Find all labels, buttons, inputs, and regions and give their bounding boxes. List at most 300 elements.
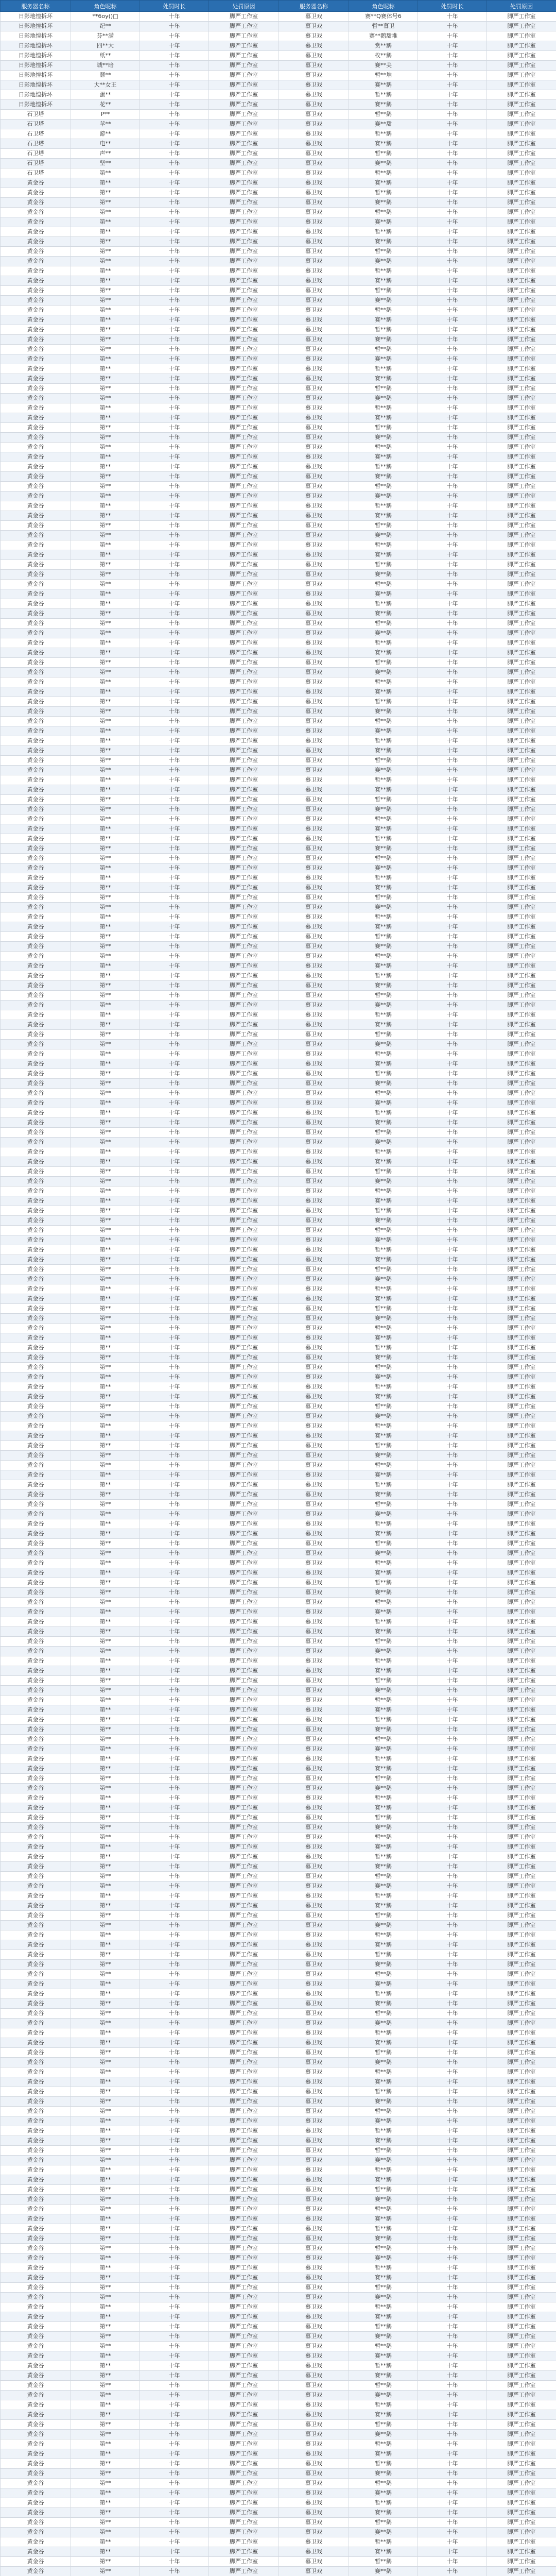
cell-server-name-left: 黄金谷 [1, 1421, 71, 1431]
cell-penalty-reason-left: 脚严工作室 [209, 139, 279, 149]
cell-server-name-right: 暮卫戏 [279, 1480, 349, 1490]
cell-penalty-duration-right: 十年 [418, 1343, 487, 1353]
cell-penalty-reason-left: 脚严工作室 [209, 1519, 279, 1529]
cell-penalty-duration-left: 十年 [140, 296, 209, 306]
cell-penalty-duration-right: 十年 [418, 1539, 487, 1549]
cell-server-name-right: 暮卫戏 [279, 746, 349, 756]
cell-penalty-reason-left: 脚严工作室 [209, 335, 279, 345]
cell-penalty-duration-right: 十年 [418, 247, 487, 257]
table-row [1, 2116, 556, 2126]
cell-penalty-reason-left: 脚严工作室 [209, 2420, 279, 2430]
cell-penalty-duration-left: 十年 [140, 266, 209, 276]
cell-penalty-reason-right: 脚严工作室 [487, 2479, 556, 2488]
cell-server-name-right: 暮卫戏 [279, 1235, 349, 1245]
cell-role-name-left: 第** [71, 2244, 140, 2253]
cell-server-name-left: 黄金谷 [1, 1617, 71, 1627]
cell-role-name-left: 第** [71, 1666, 140, 1676]
cell-penalty-duration-left: 十年 [140, 1461, 209, 1470]
cell-server-name-right: 暮卫戏 [279, 1842, 349, 1852]
cell-role-name-right: 赛**鹅 [349, 276, 418, 286]
cell-penalty-reason-left: 脚严工作室 [209, 1040, 279, 1049]
cell-server-name-left: 黄金谷 [1, 374, 71, 384]
cell-role-name-right: 赛**鹅 [349, 315, 418, 325]
cell-server-name-right: 暮卫戏 [279, 1343, 349, 1353]
cell-penalty-reason-right: 脚严工作室 [487, 1343, 556, 1353]
cell-penalty-duration-right: 十年 [418, 2205, 487, 2214]
cell-role-name-left: 第** [71, 863, 140, 873]
cell-server-name-left: 黄金谷 [1, 1441, 71, 1451]
cell-role-name-right: 暂**鹅 [349, 2107, 418, 2116]
cell-penalty-reason-right: 脚严工作室 [487, 90, 556, 100]
cell-role-name-right: 暂**鹅 [349, 1598, 418, 1607]
cell-server-name-left: 黄金谷 [1, 805, 71, 815]
cell-penalty-reason-right: 脚严工作室 [487, 1715, 556, 1725]
cell-role-name-right: 暂**鹅 [349, 2322, 418, 2332]
cell-penalty-duration-left: 十年 [140, 1363, 209, 1372]
cell-server-name-right: 暮卫戏 [279, 1010, 349, 1020]
cell-penalty-reason-right: 脚严工作室 [487, 648, 556, 658]
cell-penalty-duration-right: 十年 [418, 1372, 487, 1382]
cell-penalty-duration-left: 十年 [140, 1793, 209, 1803]
table-row [1, 511, 556, 521]
cell-penalty-reason-right: 脚严工作室 [487, 296, 556, 306]
cell-role-name-left: 第** [71, 2361, 140, 2371]
cell-server-name-left: 黄金谷 [1, 1666, 71, 1676]
cell-role-name-left: 第** [71, 1147, 140, 1157]
cell-server-name-right: 暮卫戏 [279, 1363, 349, 1372]
cell-penalty-reason-left: 脚严工作室 [209, 785, 279, 795]
cell-penalty-duration-right: 十年 [418, 805, 487, 815]
table-row [1, 296, 556, 306]
cell-penalty-duration-right: 十年 [418, 1960, 487, 1970]
cell-role-name-right: 暂**鹅 [349, 462, 418, 472]
cell-server-name-right: 暮卫戏 [279, 1157, 349, 1167]
cell-penalty-reason-left: 脚严工作室 [209, 1412, 279, 1421]
cell-role-name-right: 暂**鹅 [349, 1558, 418, 1568]
cell-penalty-duration-right: 十年 [418, 1284, 487, 1294]
cell-penalty-reason-right: 脚严工作室 [487, 1157, 556, 1167]
cell-server-name-left: 黄金谷 [1, 1901, 71, 1911]
cell-penalty-duration-right: 十年 [418, 638, 487, 648]
cell-role-name-left: 第** [71, 521, 140, 531]
cell-server-name-right: 暮卫戏 [279, 834, 349, 844]
cell-penalty-duration-right: 十年 [418, 1656, 487, 1666]
table-row [1, 1823, 556, 1833]
cell-penalty-reason-left: 脚严工作室 [209, 1862, 279, 1872]
cell-penalty-reason-right: 脚严工作室 [487, 1216, 556, 1226]
cell-server-name-left: 黄金谷 [1, 1392, 71, 1402]
cell-server-name-right: 暮卫戏 [279, 1979, 349, 1989]
cell-server-name-right: 暮卫戏 [279, 932, 349, 942]
cell-penalty-reason-left: 脚严工作室 [209, 1030, 279, 1040]
cell-server-name-left: 黄金谷 [1, 893, 71, 903]
cell-role-name-right: 暂**鹅 [349, 1480, 418, 1490]
cell-penalty-reason-right: 脚严工作室 [487, 1001, 556, 1010]
cell-role-name-left: 第** [71, 1715, 140, 1725]
cell-role-name-left: 纸** [71, 51, 140, 61]
cell-server-name-right: 暮卫戏 [279, 1089, 349, 1098]
table-row [1, 1519, 556, 1529]
cell-penalty-reason-left: 脚严工作室 [209, 1979, 279, 1989]
cell-role-name-left: 第** [71, 1382, 140, 1392]
cell-role-name-left: 第** [71, 1842, 140, 1852]
cell-role-name-left: 第** [71, 912, 140, 922]
cell-role-name-right: 赛**鹅 [349, 1412, 418, 1421]
cell-penalty-reason-right: 脚严工作室 [487, 2518, 556, 2528]
cell-server-name-right: 暮卫戏 [279, 2116, 349, 2126]
cell-penalty-reason-left: 脚严工作室 [209, 462, 279, 472]
cell-server-name-left: 黄金谷 [1, 1128, 71, 1138]
cell-server-name-right: 暮卫戏 [279, 766, 349, 775]
cell-server-name-right: 暮卫戏 [279, 482, 349, 492]
cell-server-name-left: 黄金谷 [1, 1412, 71, 1421]
cell-role-name-left: 第** [71, 1637, 140, 1647]
cell-penalty-reason-left: 脚严工作室 [209, 2263, 279, 2273]
table-row [1, 80, 556, 90]
cell-penalty-reason-left: 脚严工作室 [209, 1343, 279, 1353]
cell-penalty-duration-left: 十年 [140, 1421, 209, 1431]
cell-server-name-left: 黄金谷 [1, 2322, 71, 2332]
cell-server-name-left: 黄金谷 [1, 873, 71, 883]
cell-server-name-left: 黄金谷 [1, 1842, 71, 1852]
cell-penalty-reason-left: 脚严工作室 [209, 1294, 279, 1304]
table-row [1, 1069, 556, 1079]
cell-server-name-right: 暮卫戏 [279, 2528, 349, 2537]
cell-server-name-right: 暮卫戏 [279, 521, 349, 531]
cell-server-name-left: 黄金谷 [1, 971, 71, 981]
cell-penalty-reason-left: 脚严工作室 [209, 2038, 279, 2048]
cell-role-name-left: 第** [71, 1030, 140, 1040]
cell-role-name-left: 第** [71, 717, 140, 726]
cell-penalty-reason-right: 脚严工作室 [487, 1882, 556, 1891]
table-row [1, 668, 556, 677]
cell-role-name-right: 暂**鹅 [349, 1245, 418, 1255]
cell-role-name-right: 赛**鹅 [349, 2058, 418, 2067]
cell-penalty-duration-left: 十年 [140, 1333, 209, 1343]
cell-penalty-duration-right: 十年 [418, 364, 487, 374]
cell-role-name-left: 第** [71, 1431, 140, 1441]
cell-role-name-left: 第** [71, 1304, 140, 1314]
table-row [1, 41, 556, 51]
cell-server-name-left: 黄金谷 [1, 1187, 71, 1196]
cell-penalty-duration-left: 十年 [140, 2234, 209, 2244]
cell-penalty-duration-right: 十年 [418, 472, 487, 482]
cell-server-name-right: 暮卫戏 [279, 2430, 349, 2439]
cell-penalty-reason-left: 脚严工作室 [209, 2067, 279, 2077]
cell-server-name-right: 暮卫戏 [279, 2361, 349, 2371]
cell-penalty-duration-left: 十年 [140, 100, 209, 110]
cell-penalty-reason-left: 脚严工作室 [209, 863, 279, 873]
cell-penalty-reason-left: 脚严工作室 [209, 2410, 279, 2420]
cell-penalty-reason-right: 脚严工作室 [487, 1774, 556, 1784]
cell-penalty-reason-right: 脚严工作室 [487, 2537, 556, 2547]
cell-penalty-reason-right: 脚严工作室 [487, 2420, 556, 2430]
table-row [1, 178, 556, 188]
cell-penalty-reason-right: 脚严工作室 [487, 2332, 556, 2342]
cell-penalty-reason-left: 脚严工作室 [209, 41, 279, 51]
cell-penalty-duration-right: 十年 [418, 1294, 487, 1304]
cell-penalty-duration-left: 十年 [140, 1940, 209, 1950]
cell-penalty-reason-right: 脚严工作室 [487, 1911, 556, 1921]
cell-server-name-left: 黄金谷 [1, 1950, 71, 1960]
header-server-name-left: 服务器名称 [1, 1, 71, 12]
cell-penalty-reason-left: 脚严工作室 [209, 237, 279, 247]
cell-role-name-right: 赛**鹅 [349, 2175, 418, 2185]
cell-server-name-left: 黄金谷 [1, 1510, 71, 1519]
cell-penalty-duration-left: 十年 [140, 766, 209, 775]
cell-penalty-reason-right: 脚严工作室 [487, 1049, 556, 1059]
cell-server-name-right: 暮卫戏 [279, 2077, 349, 2087]
cell-server-name-right: 暮卫戏 [279, 1079, 349, 1089]
cell-penalty-reason-left: 脚严工作室 [209, 1656, 279, 1666]
cell-server-name-left: 黄金谷 [1, 306, 71, 315]
cell-server-name-left: 日影地惶拆坏 [1, 80, 71, 90]
cell-server-name-right: 暮卫戏 [279, 394, 349, 403]
cell-penalty-reason-right: 脚严工作室 [487, 1128, 556, 1138]
cell-penalty-duration-right: 十年 [418, 2391, 487, 2400]
cell-server-name-right: 暮卫戏 [279, 12, 349, 22]
cell-role-name-left: 第** [71, 1245, 140, 1255]
cell-penalty-reason-right: 脚严工作室 [487, 1118, 556, 1128]
cell-server-name-left: 黄金谷 [1, 286, 71, 296]
cell-penalty-duration-left: 十年 [140, 472, 209, 482]
cell-server-name-right: 暮卫戏 [279, 2381, 349, 2391]
cell-penalty-reason-left: 脚严工作室 [209, 981, 279, 991]
cell-penalty-duration-left: 十年 [140, 1059, 209, 1069]
cell-role-name-right: 暂**鹅 [349, 717, 418, 726]
cell-penalty-duration-right: 十年 [418, 1735, 487, 1744]
cell-penalty-reason-right: 脚严工作室 [487, 2273, 556, 2283]
cell-penalty-reason-right: 脚严工作室 [487, 873, 556, 883]
cell-penalty-duration-left: 十年 [140, 335, 209, 345]
cell-role-name-right: 暂**鹅 [349, 932, 418, 942]
cell-server-name-right: 暮卫戏 [279, 1500, 349, 1510]
cell-role-name-left: 第** [71, 2048, 140, 2058]
cell-penalty-reason-right: 脚严工作室 [487, 1363, 556, 1372]
cell-role-name-right: 暂**鹅 [349, 1402, 418, 1412]
cell-penalty-reason-left: 脚严工作室 [209, 932, 279, 942]
cell-penalty-reason-left: 脚严工作室 [209, 570, 279, 580]
cell-penalty-duration-right: 十年 [418, 1108, 487, 1118]
cell-penalty-reason-left: 脚严工作室 [209, 306, 279, 315]
cell-penalty-duration-left: 十年 [140, 785, 209, 795]
cell-penalty-duration-left: 十年 [140, 413, 209, 423]
cell-penalty-duration-left: 十年 [140, 227, 209, 237]
cell-server-name-right: 暮卫戏 [279, 2410, 349, 2420]
table-row [1, 1030, 556, 1040]
cell-penalty-duration-right: 十年 [418, 2528, 487, 2537]
cell-penalty-reason-right: 脚严工作室 [487, 1979, 556, 1989]
table-row [1, 2165, 556, 2175]
cell-penalty-reason-right: 脚严工作室 [487, 403, 556, 413]
cell-role-name-left: 第** [71, 2351, 140, 2361]
cell-server-name-left: 黄金谷 [1, 2195, 71, 2205]
cell-role-name-right: 赛**鹅 [349, 1314, 418, 1324]
cell-server-name-left: 黄金谷 [1, 2136, 71, 2146]
cell-penalty-duration-left: 十年 [140, 2312, 209, 2322]
cell-penalty-duration-right: 十年 [418, 129, 487, 139]
cell-server-name-left: 黄金谷 [1, 1304, 71, 1314]
cell-penalty-duration-left: 十年 [140, 1490, 209, 1500]
cell-penalty-reason-right: 脚严工作室 [487, 1578, 556, 1588]
table-row [1, 619, 556, 629]
cell-server-name-right: 暮卫戏 [279, 1216, 349, 1226]
cell-role-name-right: 暂**鹅 [349, 1304, 418, 1314]
cell-penalty-duration-left: 十年 [140, 315, 209, 325]
cell-role-name-right: 赛**鹅 [349, 785, 418, 795]
table-row [1, 1314, 556, 1324]
cell-role-name-right: 暂**鹅 [349, 90, 418, 100]
table-row [1, 2391, 556, 2400]
cell-penalty-reason-left: 脚严工作室 [209, 2293, 279, 2302]
cell-penalty-duration-left: 十年 [140, 1950, 209, 1960]
cell-penalty-duration-left: 十年 [140, 922, 209, 932]
cell-role-name-left: 第** [71, 1852, 140, 1862]
cell-role-name-left: 第** [71, 1353, 140, 1363]
cell-role-name-left: 第** [71, 227, 140, 237]
cell-penalty-duration-left: 十年 [140, 1235, 209, 1245]
cell-server-name-left: 黄金谷 [1, 961, 71, 971]
cell-penalty-duration-right: 十年 [418, 90, 487, 100]
table-row [1, 276, 556, 286]
cell-server-name-left: 黄金谷 [1, 697, 71, 707]
cell-penalty-reason-left: 脚严工作室 [209, 129, 279, 139]
cell-penalty-reason-left: 脚严工作室 [209, 80, 279, 90]
cell-penalty-duration-left: 十年 [140, 2028, 209, 2038]
cell-server-name-right: 暮卫戏 [279, 1558, 349, 1568]
cell-role-name-right: 赛**鹅 [349, 1999, 418, 2009]
cell-server-name-right: 暮卫戏 [279, 922, 349, 932]
cell-server-name-left: 黄金谷 [1, 1324, 71, 1333]
table-row [1, 1294, 556, 1304]
cell-server-name-right: 暮卫戏 [279, 1950, 349, 1960]
cell-penalty-reason-right: 脚严工作室 [487, 1461, 556, 1470]
table-row [1, 1842, 556, 1852]
cell-penalty-reason-right: 脚严工作室 [487, 942, 556, 952]
cell-server-name-right: 暮卫戏 [279, 1098, 349, 1108]
cell-server-name-right: 暮卫戏 [279, 1725, 349, 1735]
table-row [1, 1784, 556, 1793]
cell-role-name-right: 暂**鹅 [349, 775, 418, 785]
cell-role-name-left: 第** [71, 188, 140, 198]
cell-penalty-reason-left: 脚严工作室 [209, 354, 279, 364]
cell-penalty-reason-left: 脚严工作室 [209, 580, 279, 589]
cell-penalty-duration-left: 十年 [140, 2391, 209, 2400]
table-row [1, 1490, 556, 1500]
table-row [1, 1089, 556, 1098]
cell-penalty-reason-right: 脚严工作室 [487, 1539, 556, 1549]
table-row [1, 1255, 556, 1265]
cell-server-name-left: 黄金谷 [1, 2146, 71, 2156]
cell-penalty-duration-left: 十年 [140, 932, 209, 942]
cell-penalty-reason-left: 脚严工作室 [209, 677, 279, 687]
cell-penalty-reason-left: 脚严工作室 [209, 1930, 279, 1940]
cell-server-name-left: 黄金谷 [1, 844, 71, 854]
cell-penalty-duration-left: 十年 [140, 1598, 209, 1607]
cell-server-name-right: 暮卫戏 [279, 492, 349, 501]
cell-server-name-left: 黄金谷 [1, 1196, 71, 1206]
cell-server-name-right: 暮卫戏 [279, 266, 349, 276]
table-row [1, 364, 556, 374]
cell-server-name-left: 黄金谷 [1, 1147, 71, 1157]
cell-server-name-right: 暮卫戏 [279, 1989, 349, 1999]
cell-role-name-left: 第** [71, 1950, 140, 1960]
table-row [1, 2361, 556, 2371]
cell-role-name-right: 赛**鹅 [349, 629, 418, 638]
cell-role-name-left: 第** [71, 2449, 140, 2459]
cell-role-name-right: 赛**鹅 [349, 1529, 418, 1539]
table-row [1, 648, 556, 658]
cell-penalty-reason-right: 脚严工作室 [487, 159, 556, 168]
cell-penalty-duration-left: 十年 [140, 1960, 209, 1970]
cell-penalty-reason-right: 脚严工作室 [487, 1275, 556, 1284]
cell-server-name-right: 暮卫戏 [279, 1353, 349, 1363]
cell-penalty-reason-right: 脚严工作室 [487, 2048, 556, 2058]
cell-role-name-left: 第** [71, 2136, 140, 2146]
table-row [1, 560, 556, 570]
cell-server-name-left: 黄金谷 [1, 2165, 71, 2175]
cell-role-name-left: 第** [71, 1089, 140, 1098]
cell-server-name-right: 暮卫戏 [279, 1001, 349, 1010]
cell-penalty-duration-left: 十年 [140, 71, 209, 80]
cell-penalty-duration-left: 十年 [140, 1647, 209, 1656]
table-row [1, 1451, 556, 1461]
table-row [1, 2567, 556, 2576]
cell-penalty-duration-right: 十年 [418, 2518, 487, 2528]
table-row [1, 2058, 556, 2067]
cell-server-name-left: 黄金谷 [1, 315, 71, 325]
cell-penalty-duration-left: 十年 [140, 1343, 209, 1353]
cell-penalty-reason-right: 脚严工作室 [487, 1304, 556, 1314]
cell-penalty-duration-right: 十年 [418, 1950, 487, 1960]
table-row [1, 1216, 556, 1226]
cell-penalty-reason-right: 脚严工作室 [487, 2391, 556, 2400]
cell-server-name-right: 暮卫戏 [279, 1519, 349, 1529]
cell-penalty-reason-right: 脚严工作室 [487, 2077, 556, 2087]
cell-server-name-right: 暮卫戏 [279, 2351, 349, 2361]
cell-role-name-left: 城**暗 [71, 61, 140, 71]
cell-role-name-left: 第** [71, 2156, 140, 2165]
cell-penalty-reason-left: 脚严工作室 [209, 1607, 279, 1617]
table-row [1, 2146, 556, 2156]
cell-penalty-reason-left: 脚严工作室 [209, 482, 279, 492]
cell-penalty-reason-right: 脚严工作室 [487, 1245, 556, 1255]
cell-role-name-left: 第** [71, 746, 140, 756]
cell-role-name-left: 第** [71, 374, 140, 384]
cell-penalty-reason-right: 脚严工作室 [487, 492, 556, 501]
cell-penalty-reason-right: 脚严工作室 [487, 1069, 556, 1079]
cell-penalty-reason-left: 脚严工作室 [209, 2557, 279, 2567]
cell-penalty-reason-right: 脚严工作室 [487, 2156, 556, 2165]
cell-server-name-left: 黄金谷 [1, 1461, 71, 1470]
table-row [1, 1735, 556, 1744]
cell-penalty-reason-left: 脚严工作室 [209, 1275, 279, 1284]
cell-server-name-right: 暮卫戏 [279, 550, 349, 560]
cell-role-name-right: 赛**鹅 [349, 2234, 418, 2244]
cell-role-name-left: 第** [71, 1187, 140, 1196]
cell-role-name-right: 暂**鹅 [349, 227, 418, 237]
cell-server-name-left: 黄金谷 [1, 1793, 71, 1803]
table-row [1, 1206, 556, 1216]
cell-role-name-right: 暂**鹅 [349, 2067, 418, 2077]
table-row [1, 1696, 556, 1705]
cell-penalty-duration-right: 十年 [418, 658, 487, 668]
cell-server-name-right: 暮卫戏 [279, 276, 349, 286]
table-row [1, 922, 556, 932]
cell-server-name-left: 黄金谷 [1, 795, 71, 805]
cell-role-name-right: 赛**鹅 [349, 1079, 418, 1089]
table-row [1, 2077, 556, 2087]
